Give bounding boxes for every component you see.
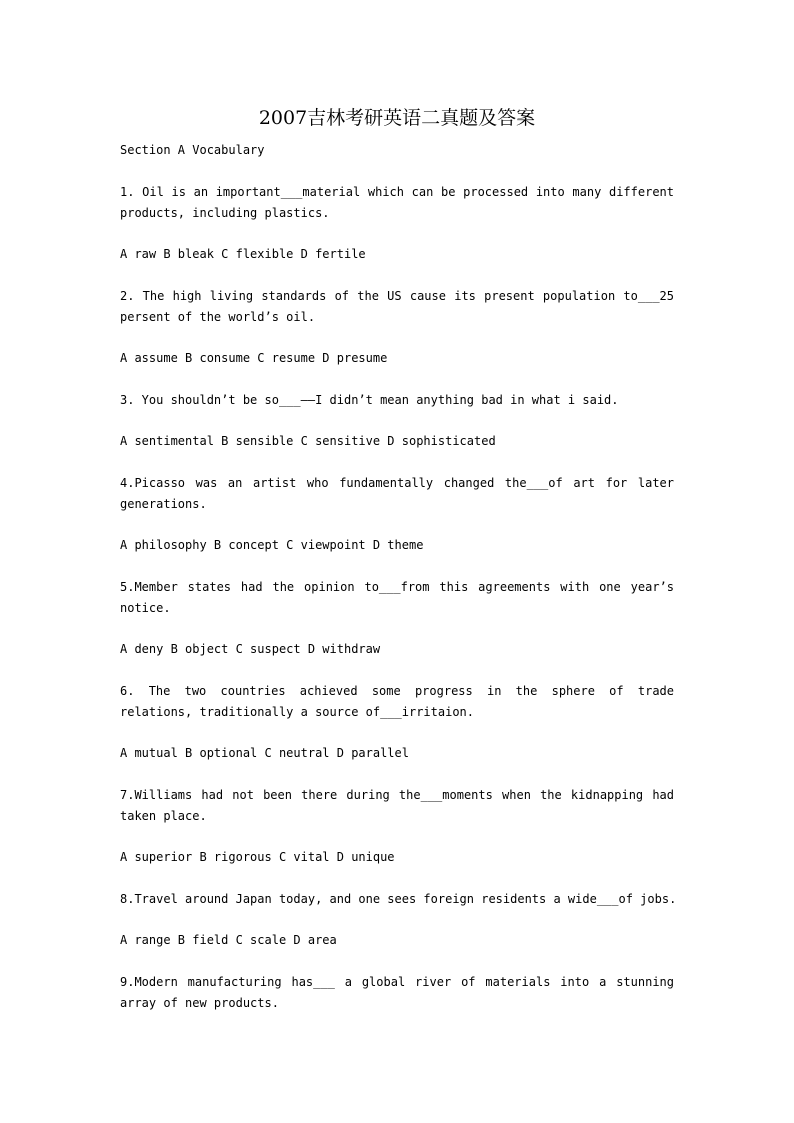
question-6-options: A mutual B optional C neutral D parallel — [120, 746, 409, 760]
question-4-options: A philosophy B concept C viewpoint D theme — [120, 538, 424, 552]
question-2-stem: 2. The high living standards of the US cause its present population to___25 persent of the world’s oil. — [120, 289, 674, 324]
document-title: 2007吉林考研英语二真题及答案 — [258, 107, 536, 129]
question-6-stem: 6. The two countries achieved some progress in the sphere of trade relations, traditionally a source of___irritaion. — [120, 684, 674, 719]
question-8-stem: 8.Travel around Japan today, and one sees foreign residents a wide___of jobs. — [120, 892, 677, 906]
question-9-stem: 9.Modern manufacturing has___ a global river of materials into a stunning array of new products. — [120, 975, 674, 1010]
question-2-options: A assume B consume C resume D presume — [120, 351, 388, 365]
question-5-options: A deny B object C suspect D withdraw — [120, 642, 381, 656]
question-1-options: A raw B bleak C flexible D fertile — [120, 247, 366, 261]
question-4-stem: 4.Picasso was an artist who fundamentally changed the___of art for later generations. — [120, 476, 674, 511]
question-7-options: A superior B rigorous C vital D unique — [120, 850, 395, 864]
section-heading: Section A Vocabulary — [120, 143, 265, 157]
question-7-stem: 7.Williams had not been there during the___moments when the kidnapping had taken place. — [120, 788, 674, 823]
question-1-stem: 1. Oil is an important___material which can be processed into many different products, including plastics. — [120, 185, 674, 220]
question-3-stem: 3. You shouldn’t be so___——I didn’t mean anything bad in what i said. — [120, 393, 619, 407]
question-3-options: A sentimental B sensible C sensitive D sophisticated — [120, 434, 496, 448]
question-5-stem: 5.Member states had the opinion to___from this agreements with one year’s notice. — [120, 580, 674, 615]
question-8-options: A range B field C scale D area — [120, 933, 337, 947]
